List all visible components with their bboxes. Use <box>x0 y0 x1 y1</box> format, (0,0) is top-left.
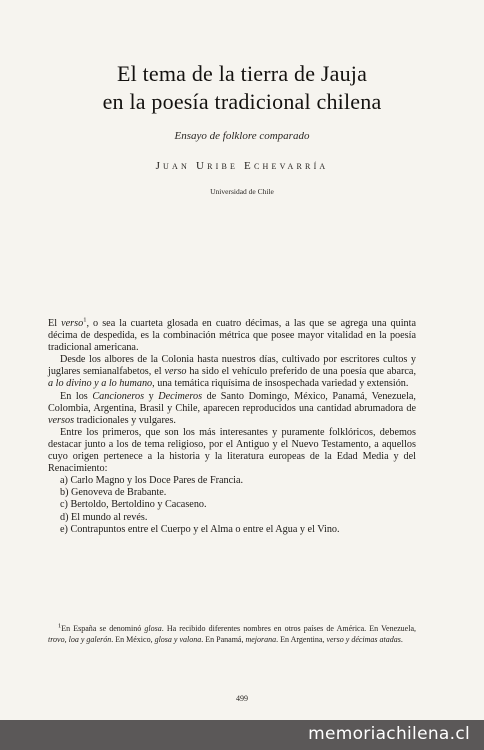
list-item: e) Contrapuntos entre el Cuerpo y el Alma o entre el Agua y el Vino. <box>60 523 340 535</box>
list-item: d) El mundo al revés. <box>60 511 148 523</box>
body-text <box>48 318 416 536</box>
p2-text-b: ha sido el vehículo preferido de una poesía que abarca, <box>186 366 416 378</box>
p3-versos: versos <box>48 414 75 426</box>
list-item: c) Bertoldo, Bertoldino y Cacaseno. <box>60 499 207 511</box>
article-title-line-2: en la poesía tradicional chilena <box>102 89 382 114</box>
fn-mejorana: mejorana <box>245 634 277 644</box>
fn-text-e: . En Argentina, <box>276 634 327 644</box>
p2-text-c: , una temática riquísima de insospechada variedad y extensión. <box>152 378 409 390</box>
p3-text-b: y <box>144 390 159 402</box>
topic-list <box>48 475 416 535</box>
fn-trovo: trovo, loa y galerón <box>48 634 112 644</box>
fn-text-c: . En México, <box>111 634 155 644</box>
p3-decimeros: Decimeros <box>158 390 203 402</box>
author-affiliation: Universidad de Chile <box>210 187 274 196</box>
p2-divino: a lo divino y a lo humano <box>48 378 153 390</box>
p2-verso: verso <box>164 366 187 378</box>
fn-glosa: glosa <box>144 624 162 633</box>
article-title-line-1: El tema de la tierra de Jauja <box>116 61 368 86</box>
footnote <box>48 624 416 645</box>
fn-glosa-valona: glosa y valona <box>154 634 202 644</box>
fn-text-a: En España se denominó <box>61 624 145 633</box>
article-subtitle: Ensayo de folklore comparado <box>174 130 310 142</box>
p1-verso: verso <box>61 318 84 329</box>
paragraph-4: Entre los primeros, que son los más interesantes y puramente folklóricos, debemos destacar junto a los de tema religioso, por el Antiguo y el Nuevo Testamento, a aquellos cuyo origen pertenece a la historia y la literatura europeas de la Edad Media y del Renacimiento: <box>48 426 416 475</box>
fn-text-b: . Ha recibido diferentes nombres en otros países de América. En Venezuela, <box>161 624 416 633</box>
p1-text-b: , o sea la cuarteta glosada en cuatro décimas, a las que se agrega una quinta décima de despedida, es la combinación métrica que posee mayor vitalidad en la poesía tradicional americana. <box>48 318 417 354</box>
watermark-logo: memoriachilena.cl <box>308 724 470 744</box>
fn-text-f: . <box>400 634 403 644</box>
p3-text-a: En los <box>60 390 93 402</box>
paragraph-3 <box>48 391 416 427</box>
page-number: 499 <box>236 694 248 703</box>
p2-text-a: Desde los albores de la Colonia hasta nuestros días, cultivado por escritores cultos y juglares semianalfabetos, el <box>48 354 416 378</box>
footnote-ref: 1 <box>83 316 87 324</box>
list-item: a) Carlo Magno y los Doce Pares de Francia. <box>60 475 244 487</box>
p1-text-a: El <box>48 318 62 329</box>
article-author: Juan Uribe Echevarría <box>155 160 329 172</box>
fn-text-d: . En Panamá, <box>201 634 246 644</box>
p3-text-d: tradicionales y vulgares. <box>74 414 176 426</box>
paragraph-2 <box>48 354 416 390</box>
fn-verso-decimas: verso y décimas atadas <box>326 634 401 644</box>
title-block <box>0 60 484 196</box>
p3-text-c: de Santo Domingo, México, Panamá, Venezuela, Colombia, Argentina, Brasil y Chile, aparecen reproducidos una cantidad abrumadora de <box>48 390 416 414</box>
watermark-bar <box>0 720 484 750</box>
paragraph-1 <box>48 318 416 354</box>
p3-cancioneros: Cancioneros <box>92 390 145 402</box>
footnote-number: 1 <box>58 622 62 630</box>
list-item: b) Genoveva de Brabante. <box>60 487 167 499</box>
